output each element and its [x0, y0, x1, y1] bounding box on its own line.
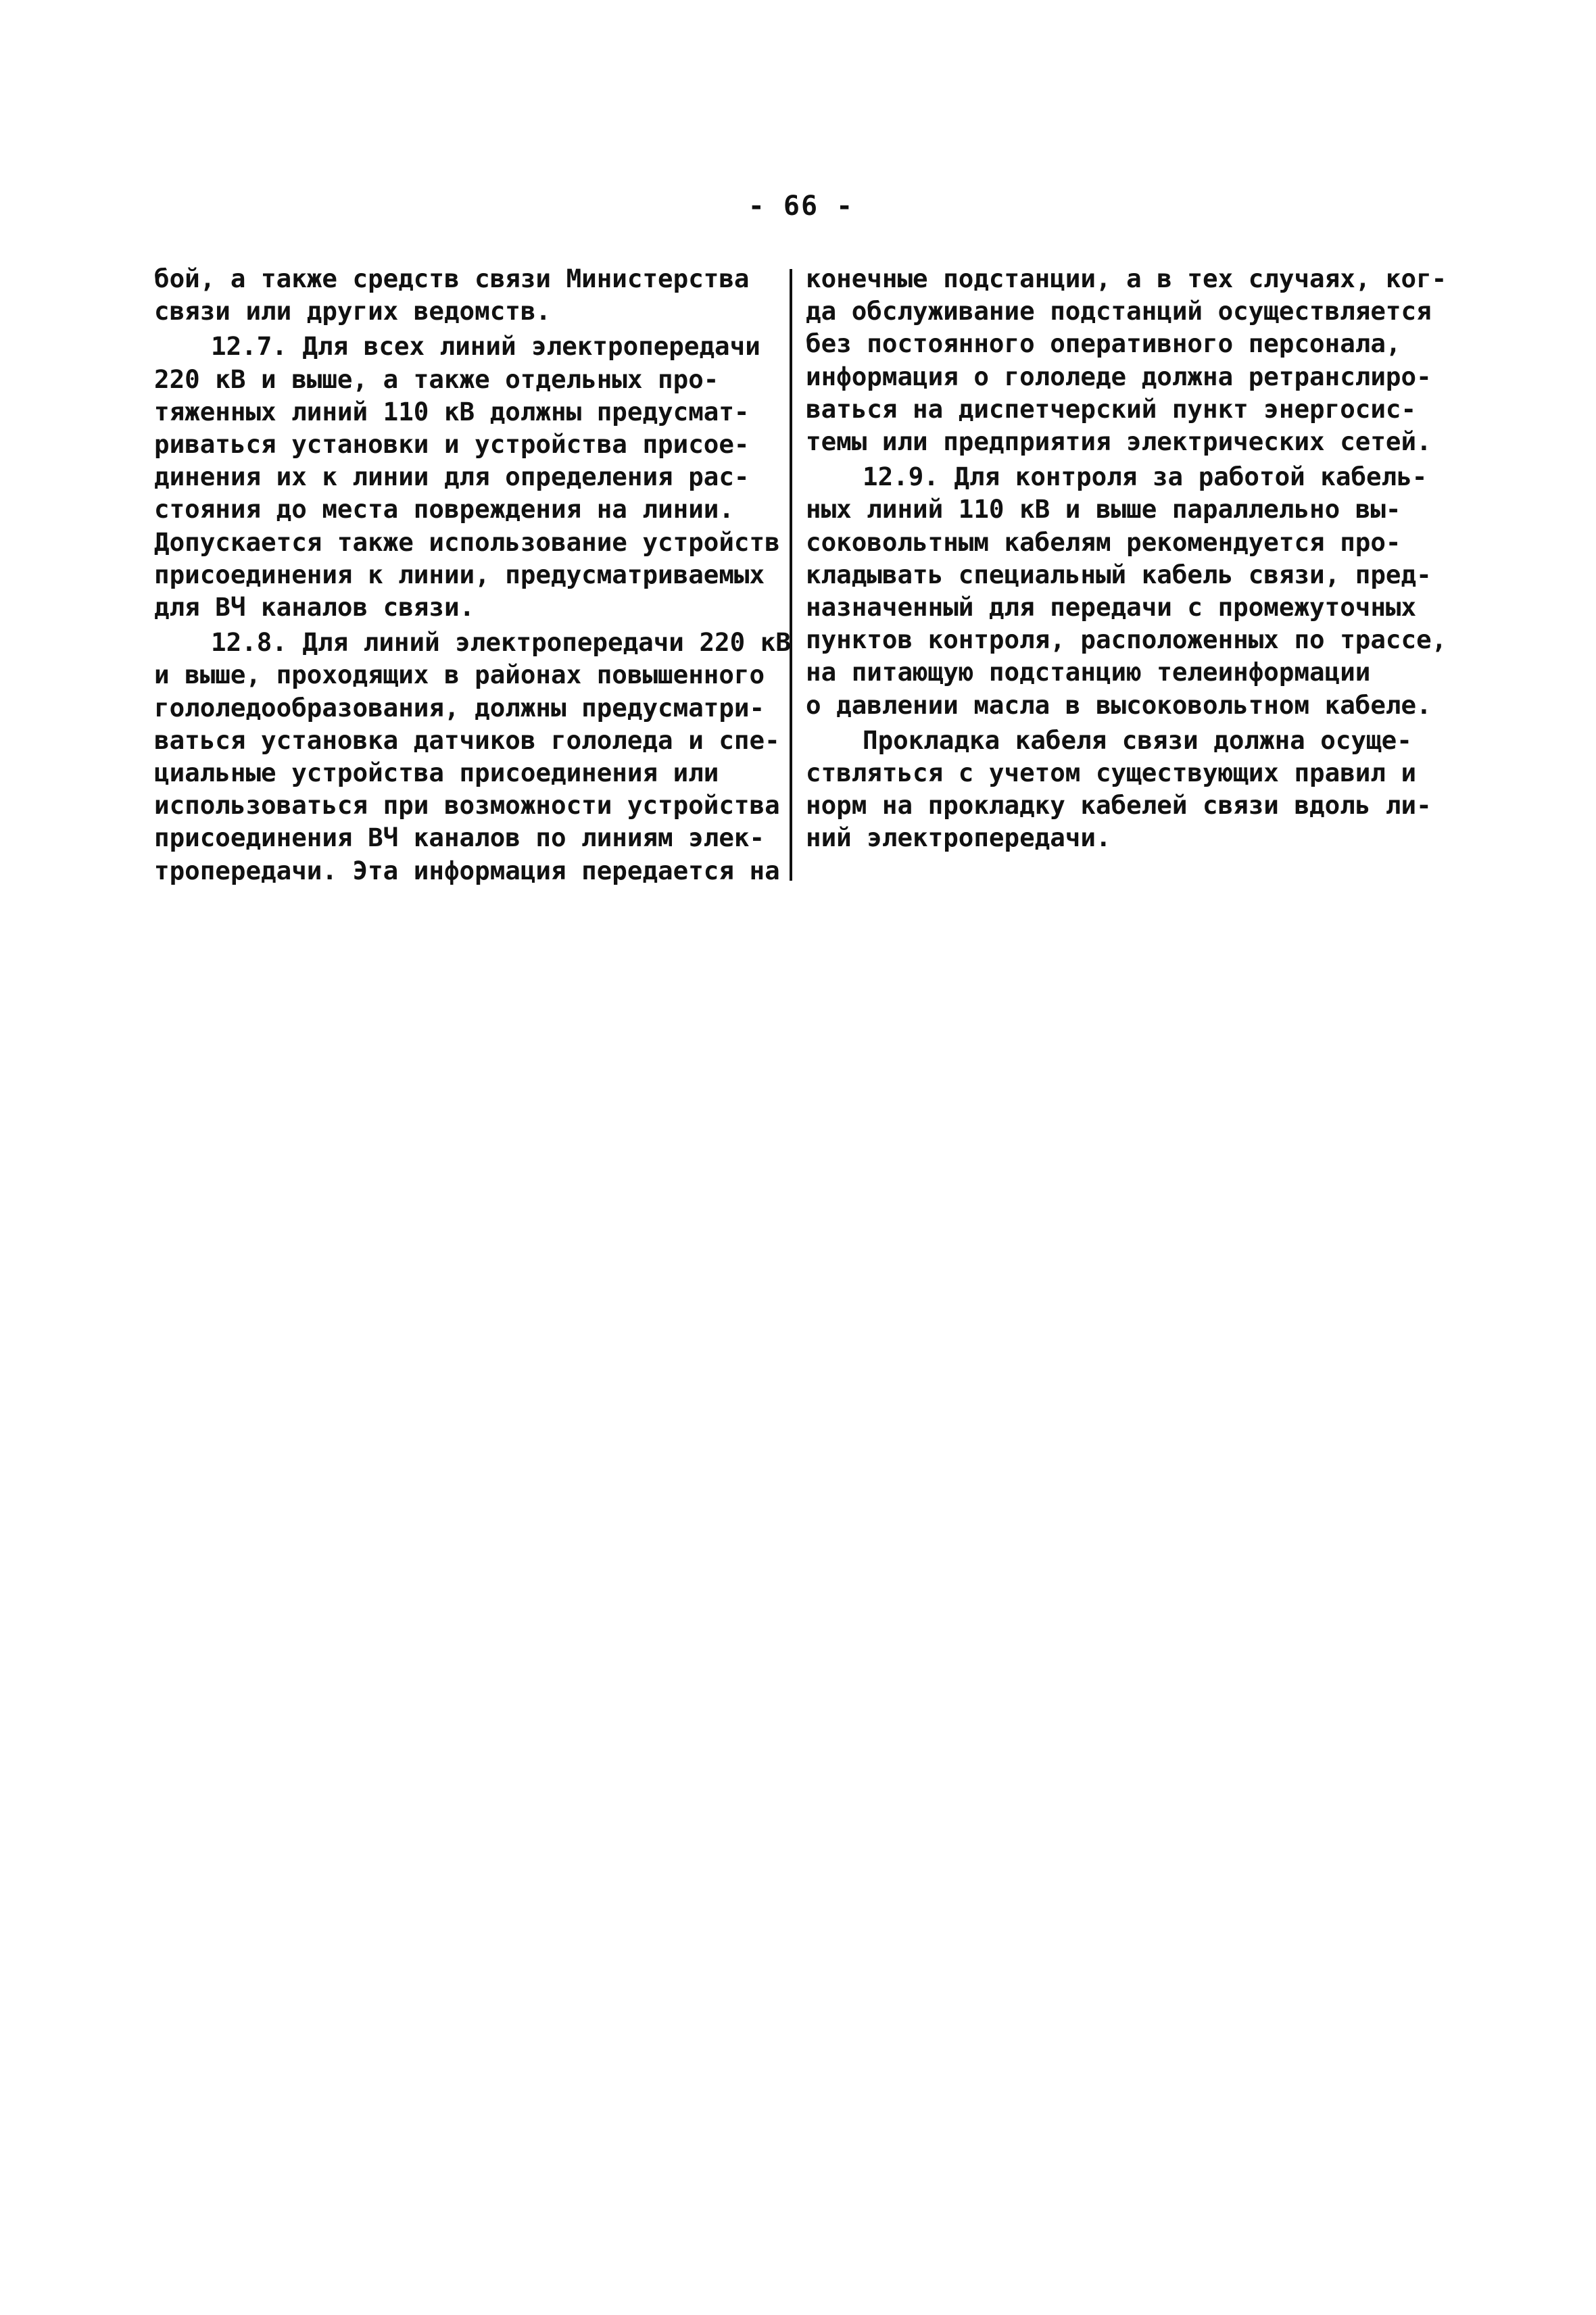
- text-line: ваться установка датчиков гололеда и спе-: [154, 725, 780, 755]
- text-line: бой, а также средств связи Министерства: [154, 264, 750, 293]
- column-divider: [790, 269, 792, 881]
- text-line: 12.8. Для линий электропередачи 220 кВ: [211, 627, 791, 658]
- text-line: ствляться с учетом существующих правил и: [806, 758, 1417, 788]
- text-line: конечные подстанции, а в тех случаях, ког-: [806, 264, 1447, 293]
- text-line: соковольтным кабелям рекомендуется про-: [806, 527, 1401, 557]
- text-line: стояния до места повреждения на линии.: [154, 494, 734, 525]
- left-column: [154, 262, 791, 890]
- text-line: 12.7. Для всех линий электропередачи: [211, 331, 760, 362]
- text-line: тяженных линий 110 кВ должны предусмат-: [154, 396, 750, 427]
- text-line: информация о гололеде должна ретранслиро-: [806, 361, 1432, 391]
- text-line: присоединения ВЧ каналов по линиям элек-: [154, 823, 765, 853]
- text-line: Допускается также использование устройств: [154, 527, 780, 557]
- text-line: на питающую подстанцию телеинформации: [806, 657, 1371, 687]
- text-line: 12.9. Для контроля за работой кабель-: [863, 462, 1428, 492]
- text-line: назначенный для передачи с промежуточных: [806, 592, 1417, 623]
- text-line: Прокладка кабеля связи должна осуще-: [863, 725, 1412, 755]
- text-line: ных линий 110 кВ и выше параллельно вы-: [806, 494, 1401, 525]
- text-line: и выше, проходящих в районах повышенного: [154, 660, 765, 690]
- paragraph-12-9: [806, 460, 1445, 721]
- text-line: динения их к линии для определения рас-: [154, 462, 750, 492]
- text-line: связи или других ведомств.: [154, 296, 551, 326]
- paragraph-cable-laying: [806, 724, 1445, 854]
- text-line: риваться установки и устройства присое-: [154, 429, 750, 460]
- text-line: использоваться при возможности устройства: [154, 790, 780, 821]
- paragraph-12-8-continuation: [806, 262, 1445, 458]
- text-line: да обслуживание подстанций осуществляется: [806, 296, 1432, 326]
- paragraph-12-7: [154, 330, 780, 623]
- text-line: норм на прокладку кабелей связи вдоль ли-: [806, 790, 1432, 821]
- text-line: ваться на диспетчерский пункт энергосис-: [806, 393, 1417, 424]
- text-line: тропередачи. Эта информация передается на: [154, 855, 780, 885]
- text-line: кладывать специальный кабель связи, пред-: [806, 559, 1432, 589]
- text-line: темы или предприятия электрических сетей.: [806, 427, 1432, 457]
- text-line: пунктов контроля, расположенных по трассе,: [806, 625, 1447, 655]
- text-line: гололедообразования, должны предусматри-: [154, 692, 765, 723]
- text-line: о давлении масла в высоковольтном кабеле.: [806, 689, 1432, 720]
- page-number: - 66 -: [748, 191, 854, 222]
- text-line: 220 кВ и выше, а также отдельных про-: [154, 364, 719, 394]
- paragraph-continuation: [154, 262, 776, 327]
- paragraph-12-8: [154, 626, 791, 887]
- text-line: циальные устройства присоединения или: [154, 758, 719, 788]
- text-line: для ВЧ каналов связи.: [154, 592, 475, 623]
- text-line: присоединения к линии, предусматриваемых: [154, 559, 765, 589]
- right-column: [806, 262, 1445, 857]
- text-line: ний электропередачи.: [806, 823, 1111, 853]
- text-line: без постоянного оперативного персонала,: [806, 328, 1401, 359]
